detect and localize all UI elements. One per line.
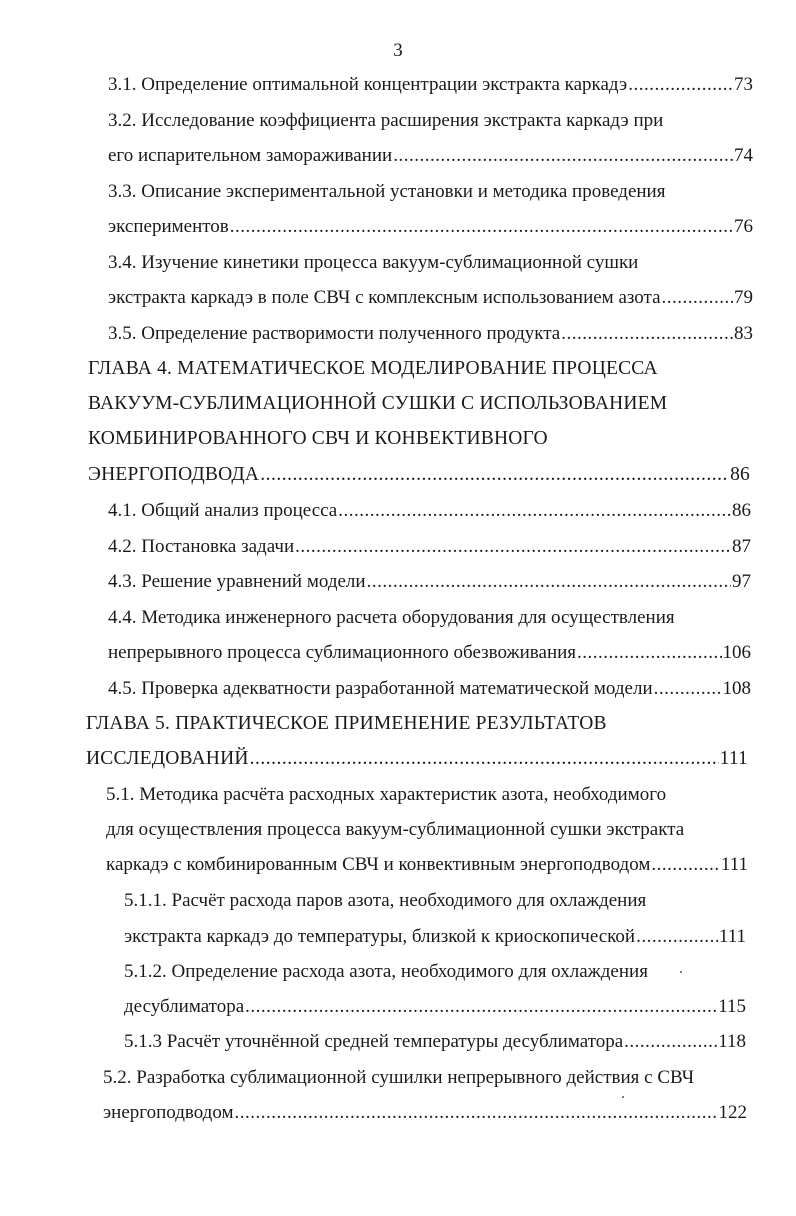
- toc-page-number: 73: [734, 74, 753, 95]
- toc-entry-title: его испарительном замораживании: [108, 145, 393, 166]
- toc-entry-title: 4.1. Общий анализ процесса: [108, 500, 338, 521]
- toc-entry-5-1-1[interactable]: [124, 925, 746, 949]
- toc-page-number: 83: [734, 323, 753, 344]
- scan-speck: [622, 1096, 624, 1098]
- page-number: 3: [393, 40, 403, 61]
- toc-entry-3-3-line1: 3.3. Описание экспериментальной установки и методика проведения: [108, 181, 666, 202]
- toc-page-number: 118: [718, 1031, 746, 1052]
- toc-page-number: 111: [718, 926, 746, 947]
- toc-entry-5-1-2-line1: 5.1.2. Определение расхода азота, необходимого для охлаждения: [124, 961, 648, 982]
- toc-entry-title: десублиматора: [124, 996, 245, 1017]
- toc-entry-5-1-line2: для осуществления процесса вакуум-сублимационной сушки экстракта: [106, 819, 685, 840]
- scan-speck: [680, 971, 682, 973]
- toc-entry-chapter-4[interactable]: [88, 463, 750, 487]
- toc-page-number: 106: [722, 642, 751, 663]
- toc-entry-5-1-1-line1: 5.1.1. Расчёт расхода паров азота, необходимого для охлаждения: [124, 890, 647, 911]
- toc-entry-title: 4.3. Решение уравнений модели: [108, 571, 366, 592]
- leader-dots: [654, 677, 722, 701]
- toc-entry-title: 3.5. Определение растворимости полученного продукта: [108, 323, 561, 344]
- toc-entry-4-3[interactable]: [108, 570, 751, 594]
- chapter-4-title-line1: ГЛАВА 4. МАТЕМАТИЧЕСКОЕ МОДЕЛИРОВАНИЕ ПРОЦЕССА: [88, 358, 658, 379]
- leader-dots: [393, 144, 733, 168]
- toc-entry-5-1-3[interactable]: [124, 1030, 746, 1054]
- toc-entry-title: непрерывного процесса сублимационного обезвоживания: [108, 642, 577, 663]
- toc-entry-3-2-line1: 3.2. Исследование коэффициента расширения экстракта каркадэ при: [108, 110, 664, 131]
- toc-entry-title: 4.2. Постановка задачи: [108, 536, 295, 557]
- leader-dots: [338, 499, 731, 523]
- toc-page-number: 86: [730, 464, 750, 485]
- toc-entry-4-4[interactable]: [108, 641, 751, 665]
- toc-page-number: 111: [720, 854, 748, 875]
- toc-page-number: 87: [732, 536, 751, 557]
- leader-dots: [230, 215, 733, 239]
- toc-page-number: 76: [734, 216, 753, 237]
- toc-entry-title: экспериментов: [108, 216, 229, 237]
- leader-dots: [577, 641, 721, 665]
- leader-dots: [235, 1101, 718, 1125]
- toc-page-number: 79: [734, 287, 753, 308]
- toc-entry-3-3[interactable]: [108, 215, 753, 239]
- chapter-4-title-line2: ВАКУУМ-СУБЛИМАЦИОННОЙ СУШКИ С ИСПОЛЬЗОВАНИЕМ: [88, 393, 668, 414]
- toc-entry-3-4[interactable]: [108, 286, 753, 310]
- leader-dots: [260, 463, 729, 487]
- leader-dots: [250, 747, 719, 771]
- leader-dots: [624, 1030, 717, 1054]
- leader-dots: [651, 853, 720, 877]
- toc-entry-title: 4.5. Проверка адекватности разработанной математической модели: [108, 678, 653, 699]
- toc-entry-4-4-line1: 4.4. Методика инженерного расчета оборудования для осуществления: [108, 607, 675, 628]
- leader-dots: [367, 570, 731, 594]
- leader-dots: [295, 535, 731, 559]
- toc-entry-title: экстракта каркадэ в поле СВЧ с комплексным использованием азота: [108, 287, 661, 308]
- toc-entry-3-1[interactable]: [108, 73, 753, 97]
- toc-entry-4-2[interactable]: [108, 535, 751, 559]
- toc-entry-title: 5.1.3 Расчёт уточнённой средней температуры десублиматора: [124, 1031, 624, 1052]
- toc-entry-title: экстракта каркадэ до температуры, близкой к криоскопической: [124, 926, 636, 947]
- leader-dots: [628, 73, 733, 97]
- toc-page-number: 122: [718, 1102, 747, 1123]
- toc-entry-5-1-2[interactable]: [124, 995, 746, 1019]
- toc-entry-title: ИССЛЕДОВАНИЙ: [86, 748, 249, 769]
- leader-dots: [636, 925, 718, 949]
- chapter-4-title-line3: КОМБИНИРОВАННОГО СВЧ И КОНВЕКТИВНОГО: [88, 428, 548, 449]
- leader-dots: [245, 995, 717, 1019]
- toc-page-number: 111: [719, 748, 748, 769]
- toc-entry-title: ЭНЕРГОПОДВОДА: [88, 464, 260, 485]
- toc-entry-3-4-line1: 3.4. Изучение кинетики процесса вакуум-сублимационной сушки: [108, 252, 639, 273]
- leader-dots: [662, 286, 733, 310]
- toc-entry-title: каркадэ с комбинированным СВЧ и конвективным энергоподводом: [106, 854, 651, 875]
- toc-entry-5-1[interactable]: [106, 853, 748, 877]
- toc-entry-chapter-5[interactable]: [86, 747, 748, 771]
- toc-entry-title: 3.1. Определение оптимальной концентрации экстракта каркадэ: [108, 74, 628, 95]
- toc-page-number: 97: [732, 571, 751, 592]
- toc-entry-5-1-line1: 5.1. Методика расчёта расходных характеристик азота, необходимого: [106, 784, 667, 805]
- toc-entry-4-5[interactable]: [108, 677, 751, 701]
- toc-entry-3-5[interactable]: [108, 322, 753, 346]
- toc-entry-title: энергоподводом: [103, 1102, 234, 1123]
- toc-page-number: 108: [722, 678, 751, 699]
- toc-entry-3-2[interactable]: [108, 144, 753, 168]
- toc-page-number: 115: [718, 996, 746, 1017]
- chapter-5-title-line1: ГЛАВА 5. ПРАКТИЧЕСКОЕ ПРИМЕНЕНИЕ РЕЗУЛЬТАТОВ: [86, 713, 607, 734]
- toc-page-number: 86: [732, 500, 751, 521]
- toc-entry-4-1[interactable]: [108, 499, 751, 523]
- leader-dots: [561, 322, 733, 346]
- toc-page-number: 74: [734, 145, 753, 166]
- toc-entry-5-2-line1: 5.2. Разработка сублимационной сушилки непрерывного действия с СВЧ: [103, 1067, 695, 1088]
- toc-entry-5-2[interactable]: [103, 1101, 747, 1125]
